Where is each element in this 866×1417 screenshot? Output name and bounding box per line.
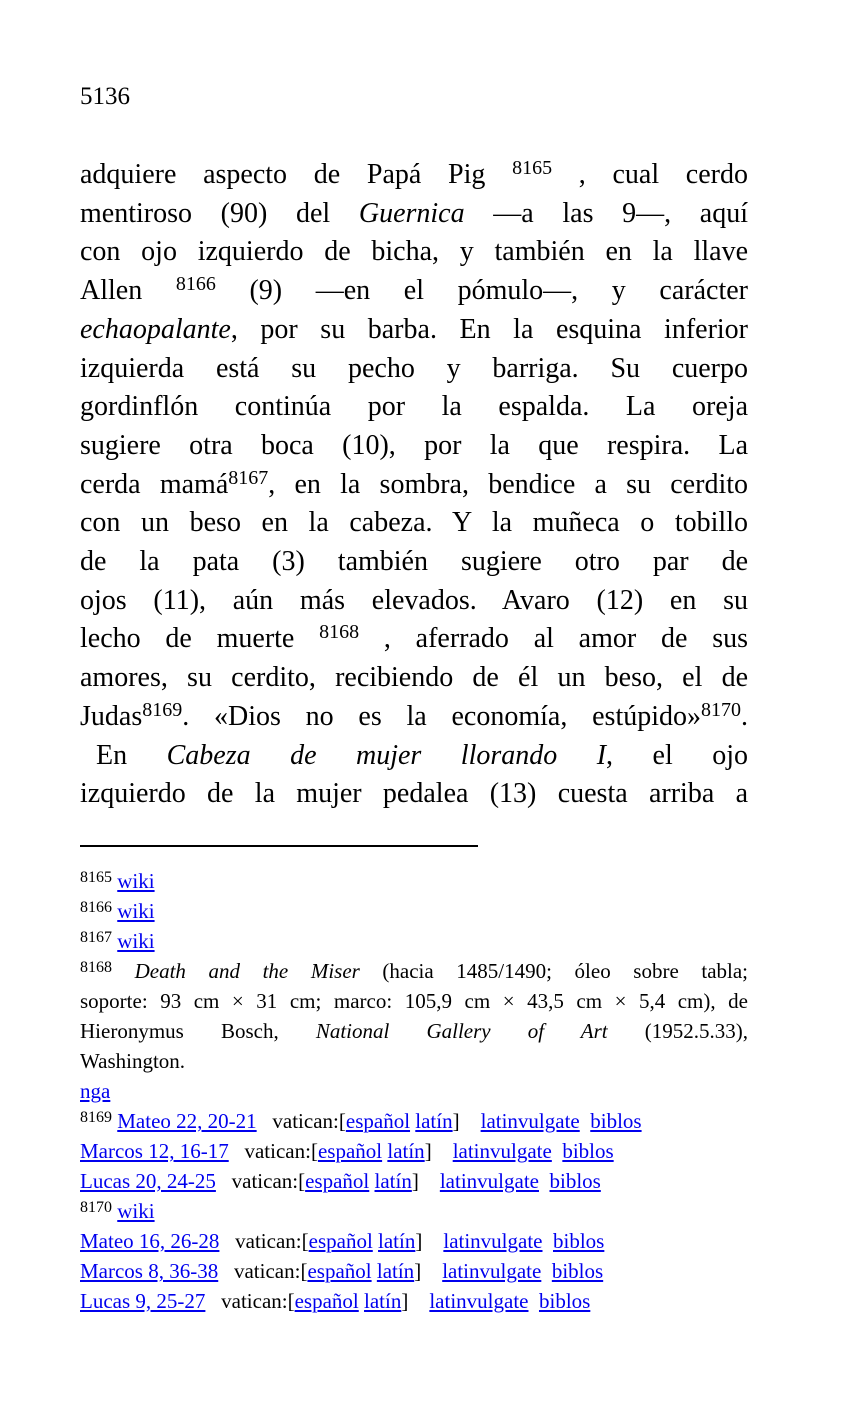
footnote-8170 bbox=[80, 1196, 748, 1226]
text-segment: izquierdo de la mujer pedalea (13) cuesta arriba a bbox=[80, 778, 748, 810]
link-latinvulgate[interactable]: latinvulgate bbox=[439, 1169, 539, 1193]
text-segment bbox=[552, 1139, 563, 1163]
link-espanol[interactable]: español bbox=[345, 1109, 411, 1133]
italic-text: Death and the Miser bbox=[134, 959, 360, 983]
link-espanol[interactable]: español bbox=[307, 1259, 372, 1283]
text-segment: —a las 9—, aquí bbox=[464, 197, 748, 229]
text-segment: vatican:[ bbox=[219, 1229, 309, 1253]
link-biblos[interactable]: biblos bbox=[553, 1229, 605, 1253]
link-latin[interactable]: latín bbox=[374, 1169, 412, 1193]
main-text-line bbox=[80, 504, 748, 543]
wiki-link[interactable]: wiki bbox=[117, 869, 155, 893]
text-segment: de la pata (3) también sugiere otro par de bbox=[80, 546, 748, 578]
footnote-ref: 8170 bbox=[80, 1199, 112, 1216]
main-text-line bbox=[80, 195, 748, 234]
text-segment: vatican:[ bbox=[228, 1139, 318, 1163]
footnote-ref: 8167 bbox=[80, 929, 112, 946]
text-segment: . bbox=[741, 700, 748, 732]
link-latin[interactable]: latín bbox=[378, 1229, 416, 1253]
italic-text: Cabeza de mujer llorando I bbox=[166, 739, 607, 771]
link-mateo-22-20-21[interactable]: Mateo 22, 20-21 bbox=[117, 1109, 257, 1133]
main-text-line bbox=[80, 311, 748, 350]
footnote-8169 bbox=[80, 1136, 748, 1166]
link-espanol[interactable]: español bbox=[308, 1229, 373, 1253]
footnote-8170 bbox=[80, 1226, 748, 1256]
link-espanol[interactable]: español bbox=[317, 1139, 383, 1163]
main-text-line bbox=[80, 466, 748, 505]
footnote-8166 bbox=[80, 896, 748, 926]
text-segment: izquierda está su pecho y barriga. Su cuerpo bbox=[80, 352, 748, 384]
text-segment: amores, su cerdito, recibiendo de él un beso, el de bbox=[80, 662, 748, 694]
footnote-ref: 8167 bbox=[228, 466, 269, 489]
text-segment: gordinflón continúa por la espalda. La oreja bbox=[80, 391, 748, 423]
link-latin[interactable]: latín bbox=[364, 1289, 402, 1313]
main-text-line bbox=[80, 620, 748, 659]
footnote-8170 bbox=[80, 1286, 748, 1316]
text-segment: lecho de muerte bbox=[80, 623, 320, 655]
link-marcos-8-36-38[interactable]: Marcos 8, 36-38 bbox=[80, 1259, 219, 1283]
link-biblos[interactable]: biblos bbox=[538, 1289, 591, 1313]
text-segment bbox=[528, 1289, 539, 1313]
link-biblos[interactable]: biblos bbox=[549, 1169, 601, 1193]
footnote-separator bbox=[80, 845, 478, 847]
wiki-link[interactable]: wiki bbox=[117, 1199, 155, 1223]
text-segment: soporte: 93 cm × 31 cm; marco: 105,9 cm × 43,5 cm × 5,4 cm), de bbox=[80, 989, 748, 1013]
text-segment: vatican:[ bbox=[218, 1259, 308, 1283]
main-text-line bbox=[80, 272, 748, 311]
link-biblos[interactable]: biblos bbox=[551, 1259, 604, 1283]
text-segment: , en la sombra, bendice a su cerdito bbox=[268, 468, 748, 500]
text-segment: ] bbox=[415, 1229, 444, 1253]
footnote-ref: 8165 bbox=[512, 157, 553, 179]
main-text-line bbox=[80, 233, 748, 272]
text-segment: Judas bbox=[80, 700, 143, 732]
link-latinvulgate[interactable]: latinvulgate bbox=[452, 1139, 552, 1163]
text-segment bbox=[543, 1229, 554, 1253]
italic-text: National Gallery of Art bbox=[315, 1019, 608, 1043]
text-segment: vatican:[ bbox=[215, 1169, 306, 1193]
link-latinvulgate[interactable]: latinvulgate bbox=[442, 1259, 542, 1283]
text-segment: En bbox=[96, 739, 167, 771]
text-segment: ] bbox=[401, 1289, 430, 1313]
main-text-line bbox=[80, 582, 748, 621]
link-lucas-9-25-27[interactable]: Lucas 9, 25-27 bbox=[80, 1289, 206, 1313]
footnote-8168 bbox=[80, 1016, 748, 1046]
text-segment bbox=[580, 1109, 591, 1133]
footnote-ref: 8166 bbox=[175, 273, 216, 296]
link-latinvulgate[interactable]: latinvulgate bbox=[429, 1289, 529, 1313]
main-text-line bbox=[80, 156, 748, 195]
text-segment bbox=[112, 959, 135, 983]
page-number: 5136 bbox=[80, 83, 130, 110]
text-segment: , el ojo bbox=[606, 739, 748, 771]
footnote-8170 bbox=[80, 1256, 748, 1286]
wiki-link[interactable]: wiki bbox=[117, 899, 155, 923]
footnote-ref: 8168 bbox=[319, 621, 360, 644]
link-latinvulgate[interactable]: latinvulgate bbox=[443, 1229, 543, 1253]
link-biblos[interactable]: biblos bbox=[590, 1109, 642, 1133]
footnote-8169 bbox=[80, 1166, 748, 1196]
footnote-8165 bbox=[80, 866, 748, 896]
text-segment: ] bbox=[424, 1139, 453, 1163]
text-segment: (1952.5.33), bbox=[607, 1019, 748, 1043]
text-segment: adquiere aspecto de Papá Pig bbox=[80, 159, 513, 190]
text-segment: con un beso en la cabeza. Y la muñeca o tobillo bbox=[80, 507, 748, 539]
link-espanol[interactable]: español bbox=[305, 1169, 370, 1193]
link-latin[interactable]: latín bbox=[376, 1259, 415, 1283]
text-segment: Washington. bbox=[80, 1049, 186, 1073]
footnote-8167 bbox=[80, 926, 748, 956]
main-text-line bbox=[80, 659, 748, 698]
text-segment: , aferrado al amor de sus bbox=[359, 623, 748, 655]
italic-text: Guernica bbox=[358, 197, 465, 229]
footnote-ref: 8170 bbox=[701, 698, 741, 721]
footnotes-section bbox=[80, 866, 748, 1316]
link-latin[interactable]: latín bbox=[387, 1139, 425, 1163]
link-marcos-12-16-17[interactable]: Marcos 12, 16-17 bbox=[80, 1139, 229, 1163]
main-text-line bbox=[80, 698, 748, 737]
text-segment: ] bbox=[411, 1169, 440, 1193]
link-biblos[interactable]: biblos bbox=[562, 1139, 614, 1163]
text-segment: Hieronymus Bosch, bbox=[80, 1019, 316, 1043]
text-segment: , cual cerdo bbox=[552, 159, 748, 190]
link-latin[interactable]: latín bbox=[415, 1109, 453, 1133]
text-segment: mentiroso (90) del bbox=[80, 197, 359, 229]
text-segment: ojos (11), aún más elevados. Avaro (12) en su bbox=[80, 584, 748, 616]
footnote-ref: 8166 bbox=[80, 899, 112, 916]
text-segment: (hacia 1485/1490; óleo sobre tabla; bbox=[359, 959, 748, 983]
main-text-line bbox=[80, 775, 748, 814]
footnote-ref: 8169 bbox=[142, 698, 183, 721]
footnote-8168 bbox=[80, 1076, 748, 1106]
text-segment: con ojo izquierdo de bicha, y también en la llave bbox=[80, 236, 748, 268]
footnote-8168 bbox=[80, 956, 748, 986]
link-latinvulgate[interactable]: latinvulgate bbox=[480, 1109, 580, 1133]
text-segment: vatican:[ bbox=[256, 1109, 346, 1133]
text-segment: sugiere otra boca (10), por la que respira. La bbox=[80, 429, 748, 461]
text-segment bbox=[541, 1259, 552, 1283]
footnote-ref: 8165 bbox=[80, 869, 112, 886]
footnote-ref: 8168 bbox=[80, 959, 112, 976]
text-segment: cerda mamá bbox=[80, 468, 229, 500]
italic-text: echaopalante bbox=[80, 313, 231, 345]
text-segment: vatican:[ bbox=[205, 1289, 295, 1313]
footnote-ref: 8169 bbox=[80, 1109, 112, 1126]
text-segment: ] bbox=[414, 1259, 443, 1283]
text-segment: ] bbox=[452, 1109, 481, 1133]
text-segment bbox=[539, 1169, 550, 1193]
main-text-line bbox=[80, 427, 748, 466]
main-text bbox=[80, 156, 748, 814]
footnote-8169 bbox=[80, 1106, 748, 1136]
text-segment: Allen bbox=[80, 275, 176, 307]
main-text-line bbox=[80, 350, 748, 389]
main-text-line bbox=[80, 737, 748, 776]
main-text-line bbox=[80, 388, 748, 427]
link-espanol[interactable]: español bbox=[294, 1289, 359, 1313]
text-segment: , por su barba. En la esquina inferior bbox=[230, 313, 748, 345]
footnote-8168 bbox=[80, 1046, 748, 1076]
text-segment: . «Dios no es la economía, estúpido» bbox=[182, 700, 701, 732]
text-segment: (9) —en el pómulo—, y carácter bbox=[215, 275, 748, 307]
wiki-link[interactable]: wiki bbox=[117, 929, 155, 953]
main-text-line bbox=[80, 543, 748, 582]
link-lucas-20-24-25[interactable]: Lucas 20, 24-25 bbox=[80, 1169, 216, 1193]
link-mateo-16-26-28[interactable]: Mateo 16, 26-28 bbox=[80, 1229, 220, 1253]
nga-link[interactable]: nga bbox=[80, 1079, 111, 1103]
footnote-8168 bbox=[80, 986, 748, 1016]
